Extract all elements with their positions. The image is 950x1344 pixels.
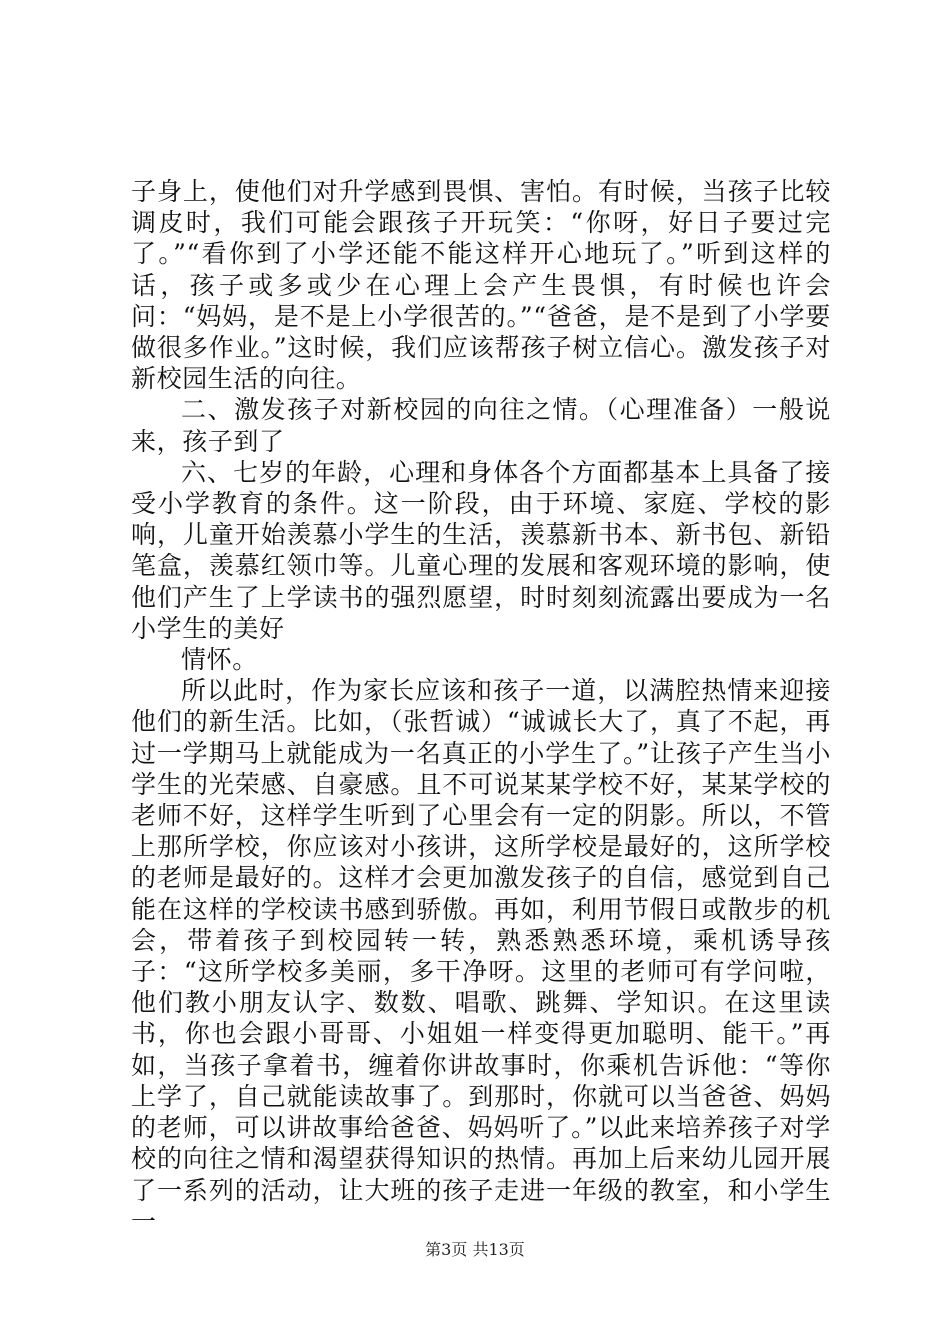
page-footer: 第3页 共13页 (425, 1240, 525, 1259)
document-body (131, 176, 831, 1237)
paragraph-2: 二、激发孩子对新校园的向往之情。（心理准备）一般说来，孩子到了 (131, 395, 831, 456)
paragraph-4: 情怀。 (181, 645, 258, 675)
paragraph-5: 所以此时，作为家长应该和孩子一道，以满腔热情来迎接他们的新生活。比如，（张哲诚）“诚诚长大了，真了不起，再过一学期马上就能成为一名真正的小学生了。”让孩子产生当小学生的光荣感、自豪感。且不可说某某学校不好，某某学校的老师不好，这样学生听到了心里会有一定的阴影。所以，不管上那所学校，你应该对小孩讲，这所学校是最好的，这所学校的老师是最好的。这样才会更加激发孩子的自信，感觉到自己能在这样的学校读书感到骄傲。再如，利用节假日或散步的机会，带着孩子到校园转一转，熟悉熟悉环境，乘机诱导孩子：“这所学校多美丽，多干净呀。这里的老师可有学问啦，他们教小朋友认字、数数、唱歌、跳舞、学知识。在这里读书，你也会跟小哥哥、小姐姐一样变得更加聪明、能干。”再如，当孩子拿着书，缠着你讲故事时，你乘机告诉他：“等你上学了，自己就能读故事了。到那时，你就可以当爸爸、妈妈的老师，可以讲故事给爸爸、妈妈听了。”以此来培养孩子对学校的向往之情和渴望获得知识的热情。再加上后来幼儿园开展了一系列的活动，让大班的孩子走进一年级的教室，和小学生一 (131, 676, 831, 1236)
paragraph-1: 子身上，使他们对升学感到畏惧、害怕。有时候，当孩子比较调皮时，我们可能会跟孩子开玩笑：“你呀，好日子要过完了。”“看你到了小学还能不能这样开心地玩了。”听到这样的话，孩子或多或少在心理上会产生畏惧，有时候也许会问：“妈妈，是不是上小学很苦的。”“爸爸，是不是到了小学要做很多作业。”这时候，我们应该帮孩子树立信心。激发孩子对新校园生活的向往。 (131, 177, 831, 394)
paragraph-3: 六、七岁的年龄，心理和身体各个方面都基本上具备了接受小学教育的条件。这一阶段，由于环境、家庭、学校的影响，儿童开始羡慕小学生的生活，羡慕新书本、新书包、新铅笔盒，羡慕红领巾等。儿童心理的发展和客观环境的影响，使他们产生了上学读书的强烈愿望，时时刻刻流露出要成为一名小学生的美好 (131, 457, 831, 643)
